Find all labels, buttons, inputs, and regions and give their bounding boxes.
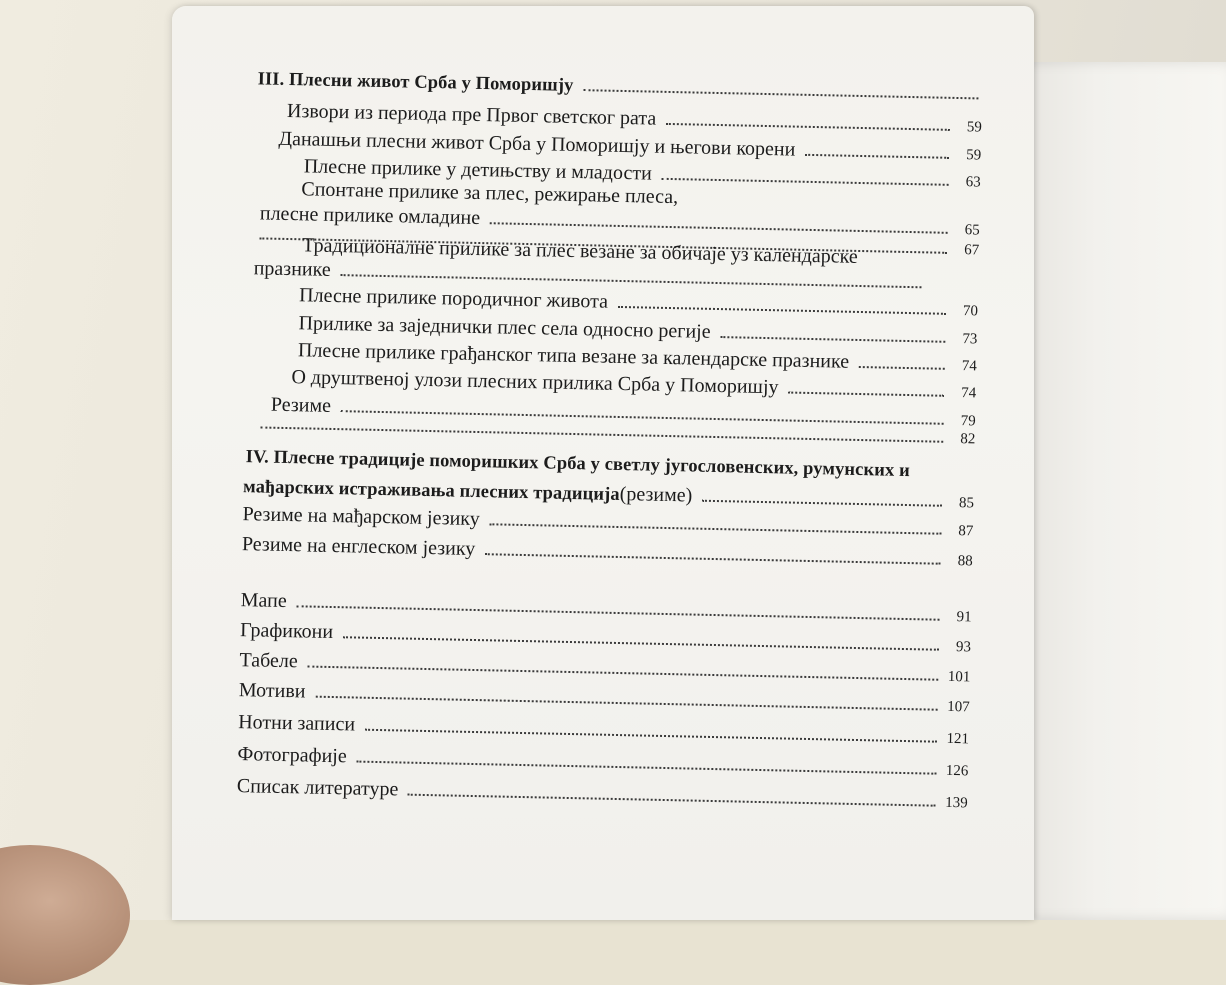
toc-entry bbox=[237, 776, 968, 811]
dot-leader bbox=[365, 728, 937, 743]
toc-page-number: 91 bbox=[956, 609, 972, 626]
toc-page-number: 73 bbox=[962, 331, 978, 348]
dot-leader bbox=[662, 177, 949, 186]
toc-label: Плесне прилике породичног живота bbox=[298, 284, 609, 313]
toc-entry bbox=[241, 590, 972, 625]
toc-label-suffix: (резиме) bbox=[619, 483, 693, 507]
toc-page-number: 59 bbox=[966, 119, 983, 136]
toc-heading-section-4-line1: IV. Плесне традиције поморишких Срба у светлу југословенских, румунских и bbox=[245, 447, 911, 482]
toc-label: Прилике за заједнички плес села односно регије bbox=[298, 312, 711, 343]
dot-leader bbox=[788, 391, 944, 397]
toc-label: Извори из периода пре Првог светског рата bbox=[286, 99, 657, 130]
dot-leader bbox=[297, 604, 940, 620]
toc-entry bbox=[242, 534, 973, 569]
dot-leader bbox=[490, 522, 942, 534]
dot-leader bbox=[408, 793, 935, 807]
toc-page-number: 88 bbox=[957, 553, 973, 570]
toc-label: Табеле bbox=[239, 649, 298, 673]
toc-page-number: 74 bbox=[961, 358, 977, 375]
toc-page-number: 126 bbox=[945, 762, 969, 780]
toc-entry bbox=[240, 620, 971, 655]
toc-page-number: 139 bbox=[945, 794, 968, 812]
dot-leader bbox=[666, 122, 950, 131]
toc-page-number: 82 bbox=[960, 431, 976, 448]
toc-label-line1: Традиционалне прилике за плес везане за обичаје уз календарске bbox=[301, 234, 858, 268]
dot-leader bbox=[720, 335, 945, 343]
dot-leader bbox=[260, 425, 943, 442]
dot-leader bbox=[485, 552, 941, 565]
dot-leader bbox=[805, 153, 949, 159]
toc-page-number bbox=[925, 288, 953, 289]
toc-label: празнике bbox=[253, 257, 331, 281]
toc-page-number: 93 bbox=[955, 639, 972, 656]
toc-page-number: 65 bbox=[964, 222, 980, 239]
dot-leader bbox=[315, 695, 937, 711]
toc-entry bbox=[239, 680, 970, 715]
dot-leader bbox=[618, 305, 946, 315]
dot-leader bbox=[490, 221, 948, 234]
toc-label: Графикони bbox=[239, 619, 334, 644]
toc-label-line1: Спонтане прилике за плес, режирање плеса, bbox=[301, 178, 679, 209]
toc-label: Фотографије bbox=[237, 743, 347, 768]
toc-label: О друштвеној улози плесних прилика Срба у Поморишју bbox=[291, 366, 779, 399]
toc-label: Нотни записи bbox=[237, 711, 356, 736]
toc-entry bbox=[238, 712, 969, 747]
toc-label: Резиме на мађарском језику bbox=[242, 503, 480, 531]
toc-label: Плесне прилике у детињству и младости bbox=[303, 155, 653, 185]
toc-label: III. Плесни живот Срба у Поморишју bbox=[257, 69, 574, 96]
toc-page-number: 121 bbox=[946, 730, 970, 748]
toc-entry bbox=[237, 744, 968, 779]
toc-label: Резиме bbox=[270, 393, 332, 417]
toc-label: Плесне прилике грађанског типа везане за календарске празнике bbox=[297, 339, 850, 373]
toc-page-number: 79 bbox=[960, 413, 976, 430]
toc-label: Мотиви bbox=[238, 679, 306, 703]
dot-leader bbox=[859, 365, 945, 370]
dot-leader bbox=[583, 88, 978, 99]
toc-page-number: 59 bbox=[966, 147, 982, 164]
toc-label: мађарских истраживања плесних традиција bbox=[242, 477, 620, 506]
toc-entry bbox=[239, 650, 970, 685]
toc-label: Мапе bbox=[240, 589, 287, 613]
toc-page-number: 107 bbox=[947, 698, 970, 716]
toc-page-number: 63 bbox=[965, 174, 981, 191]
toc-page-number: 101 bbox=[947, 668, 971, 686]
dot-leader bbox=[343, 635, 939, 650]
dot-leader bbox=[702, 499, 942, 507]
toc-heading-section-3 bbox=[257, 70, 982, 104]
toc-page-number: 70 bbox=[962, 303, 979, 320]
toc-page-number: 87 bbox=[958, 523, 974, 540]
dot-leader bbox=[308, 665, 939, 681]
toc-page-number: 74 bbox=[961, 385, 977, 402]
toc-page-number: 85 bbox=[958, 495, 975, 512]
toc-label: Резиме на енглеском језику bbox=[241, 533, 476, 560]
toc-label: плесне прилике омладине bbox=[259, 202, 481, 230]
toc-page-number: 67 bbox=[964, 242, 980, 259]
dot-leader bbox=[357, 760, 937, 775]
toc-label: Списак литературе bbox=[236, 775, 399, 801]
toc-label: Данашњи плесни живот Срба у Поморишју и његови корени bbox=[278, 127, 796, 161]
